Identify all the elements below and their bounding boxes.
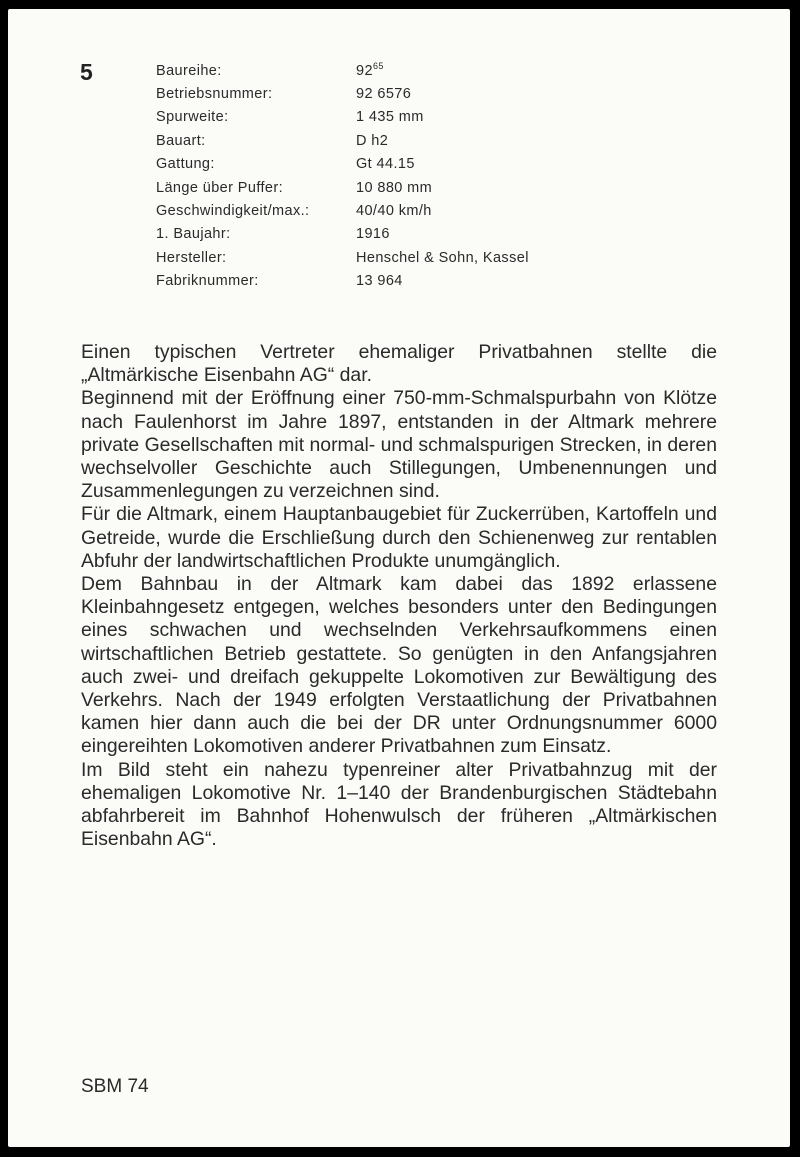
paragraph: Im Bild steht ein nahezu typenreiner alter Privatbahnzug mit der ehemaligen Lokomotive Nr. 1–140 der Brandenburgischen Städtebahn abfahrbereit im Bahnhof Hohenwulsch der früheren „Altmärkischen Eisenbahn AG“.: [81, 758, 717, 851]
paragraph: Einen typischen Vertreter ehemaliger Privatbahnen stellte die „Altmärkische Eisenbahn AG“ dar.: [81, 341, 717, 387]
paragraph: Dem Bahnbau in der Altmark kam dabei das 1892 erlassene Kleinbahngesetz entgegen, welches besonders unter den Bedingungen eines schwachen und wechselnden Verkehrsaufkommens einen wirtschaftlichen Betrieb gestattete. So genügten in den Anfangsjahren auch zwei- und dreifach gekuppelte Lokomotiven zur Bewältigung des Verkehrs. Nach der 1949 erfolgten Verstaatlichung der Privatbahnen kamen hier dann auch die bei der DR unter Ordnungsnummer 6000 eingereihten Lokomotiven anderer Privatbahnen zum Einsatz.: [81, 573, 717, 758]
spec-value: [356, 60, 384, 79]
spec-value-main: 92: [356, 62, 373, 79]
spec-value: 1916: [356, 226, 390, 243]
spec-row-baujahr: [156, 223, 529, 246]
spec-label: Gattung:: [156, 156, 215, 173]
spec-label: Fabriknummer:: [156, 273, 259, 290]
spec-label: 1. Baujahr:: [156, 226, 231, 243]
spec-value: 1 435 mm: [356, 109, 424, 126]
spec-label: Spurweite:: [156, 109, 229, 126]
spec-value: 40/40 km/h: [356, 203, 432, 220]
spec-value: Gt 44.15: [356, 156, 415, 173]
spec-value: Henschel & Sohn, Kassel: [356, 249, 529, 266]
spec-table: [156, 59, 529, 293]
spec-row-fabriknummer: [156, 270, 529, 293]
spec-value: 13 964: [356, 273, 403, 290]
spec-row-spurweite: [156, 106, 529, 129]
spec-row-hersteller: [156, 246, 529, 269]
spec-value: 10 880 mm: [356, 179, 433, 196]
postcard-back: [8, 9, 790, 1147]
spec-label: Bauart:: [156, 132, 206, 149]
card-number: 5: [80, 59, 93, 85]
paragraph: Beginnend mit der Eröffnung einer 750-mm-Schmalspurbahn von Klötze nach Faulenhorst im Jahre 1897, entstanden in der Altmark mehrere private Gesellschaften mit normal- und schmalspurigen Strecken, in deren wechselvoller Geschichte auch Stillegungen, Umbenennungen und Zusammenlegungen zu verzeichnen sind.: [81, 387, 717, 503]
spec-row-bauart: [156, 129, 529, 152]
spec-value: 92 6576: [356, 86, 412, 103]
spec-label: Hersteller:: [156, 249, 227, 266]
spec-label: Geschwindigkeit/max.:: [156, 203, 310, 220]
spec-row-gattung: [156, 153, 529, 176]
spec-value-superscript: 65: [372, 60, 384, 71]
paragraph: Für die Altmark, einem Hauptanbaugebiet für Zuckerrüben, Kartoffeln und Getreide, wurde die Erschließung durch den Schienenweg zur rentablen Abfuhr der landwirtschaftlichen Produkte unumgänglich.: [81, 503, 717, 572]
spec-row-baureihe: [156, 59, 529, 82]
spec-row-geschwindigkeit: [156, 199, 529, 222]
spec-label: Länge über Puffer:: [156, 179, 284, 196]
series-code: SBM 74: [81, 1076, 149, 1097]
spec-label: Baureihe:: [156, 62, 222, 79]
spec-row-betriebsnummer: [156, 82, 529, 105]
spec-value: D h2: [356, 132, 389, 149]
spec-row-laenge: [156, 176, 529, 199]
spec-label: Betriebsnummer:: [156, 86, 273, 103]
description-text: [81, 341, 717, 851]
